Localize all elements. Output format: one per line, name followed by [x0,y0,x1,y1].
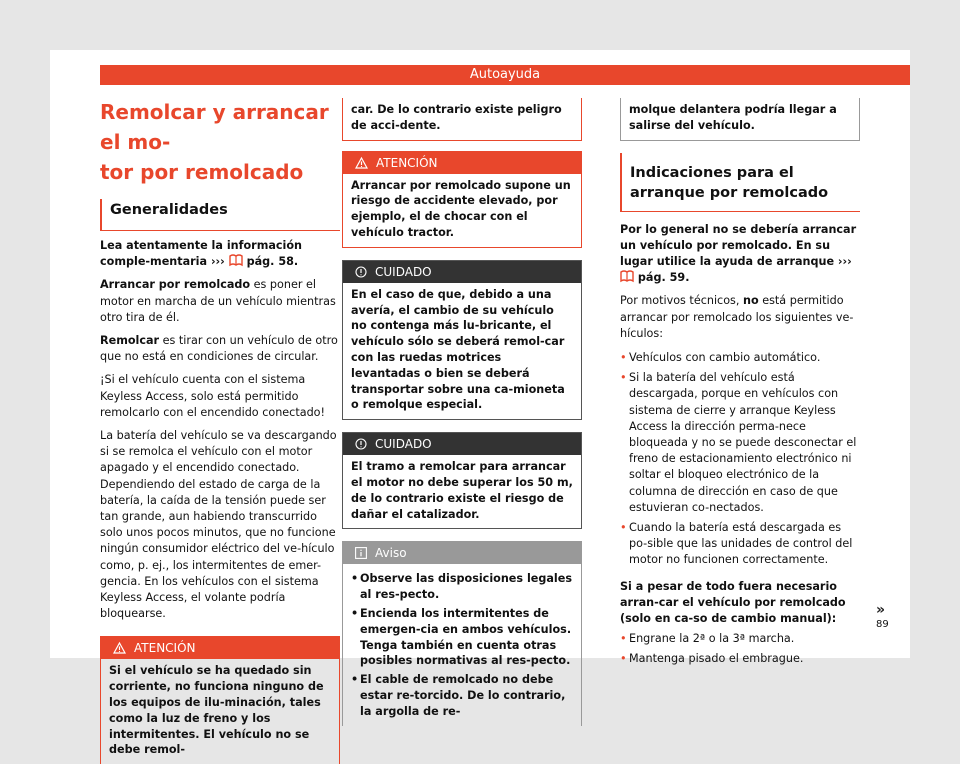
note-body [343,564,581,725]
warning-triangle-icon [355,157,368,169]
caution-label: CUIDADO [375,264,432,279]
intro-paragraph: Por lo general no se debería arrancar un vehículo por remolcado. En su lugar utilice la ayuda de arranque ››› pág. 59. [620,222,857,285]
list-item: • Engrane la 2ª o la 3ª marcha. [620,631,860,647]
list-item: • Vehículos con cambio automático. [620,350,860,366]
note-header [343,542,581,564]
text-part: está permitido arrancar por remolcado los siguientes ve-hículos: [620,294,854,340]
list-item: • Mantenga pisado el embrague. [620,651,860,667]
list-item: • Cuando la batería está descargada es po-sible que las unidades de control del motor no funcionen correctamente. [620,520,860,569]
intro-paragraph: Lea atentamente la información comple-mentaria ››› pág. 58. [100,239,303,269]
caution-label: CUIDADO [375,437,432,452]
continued-marker: » [876,602,886,618]
page-reference-link[interactable]: pág. 59 [637,271,686,285]
note-item: • El cable de remolcado no debe estar re-torcido. De lo contrario, la argolla de re- [351,672,573,719]
warning-box-2 [342,151,582,248]
paragraph-arrancar [100,277,340,326]
column-2 [342,95,582,726]
title-line-2: tor por remolcado [100,160,304,184]
page-reference-link[interactable]: pág. 58 [246,255,294,269]
list-item: • Si la batería del vehículo está descargada, porque en vehículos con sistema de cierre y arranque Keyless Access la dirección perma-nece bloqueada y no se puede desconectar el freno de estacionamiento electrónico ni soltar el bloqueo electrónico de la columna de dirección en caso de que estuvieran co-nectados. [620,370,860,516]
warning-label: ATENCIÓN [134,641,196,656]
note-box-continued: molque delantera podría llegar a salirse del vehículo. [620,98,860,141]
page-title [100,97,340,187]
book-icon [229,254,243,266]
term-remolcar: Remolcar [100,334,160,348]
caution-box-2 [342,432,582,529]
text-remolcar: es tirar con un vehículo de otro que no está en condiciones de circular. [100,334,338,364]
column-3 [620,95,860,668]
paragraph-battery: La batería del vehículo se va descargando si se remolca el vehículo con el motor apagado y el encendido conectado. Dependiendo del estado de carga de la batería, la caída de la tensión puede ser tan grande, aun habiendo transcurrido solo unos pocos minutos, que no funcione ningún consumidor eléctrico del ve-hículo como, p. ej., los intermitentes de emer-gencia. En los vehículos con el sistema Keyless Access, el volante podría bloquearse. [100,429,337,621]
warning-box-1 [100,636,340,764]
intro-text: Por lo general no se debería arrancar un vehículo por remolcado. En su lugar utilice la ayuda de arranque ››› [620,222,857,268]
text-no: no [743,294,759,308]
caution-box-1 [342,260,582,420]
title-line-1: Remolcar y arrancar el mo- [100,100,329,154]
note-box [342,541,582,725]
intro-text: Lea atentamente la información comple-mentaria ››› [100,239,303,269]
warning-label: ATENCIÓN [376,155,438,170]
info-icon [355,547,367,559]
text-arrancar: es poner el motor en marcha de un vehículo mientras otro tira de él. [100,278,336,324]
book-icon [620,270,634,282]
warning-triangle-icon [113,642,126,654]
warning-header [101,637,339,659]
caution-circle-icon [355,266,367,278]
term-arrancar: Arrancar por remolcado [100,278,251,292]
note-item: • Encienda los intermitentes de emergen-cia en ambos vehículos. Tenga también en cuenta otras posibles normativas al res-pecto. [351,606,573,669]
warning-text: Arrancar por remolcado supone un riesgo de accidente elevado, por ejemplo, el de chocar con el vehículo tractor. [351,178,571,239]
caution-header [343,261,581,283]
caution-header [343,433,581,455]
page-number: 89 [876,619,889,630]
section-header: Autoayuda [100,65,910,85]
page [50,50,910,757]
caution-circle-icon [355,438,367,450]
column-1 [100,95,340,764]
subtitle: Generalidades [100,199,340,231]
note-label: Aviso [375,546,407,561]
warning-header [343,152,581,174]
warning-box-1-continued: car. De lo contrario existe peligro de acci-dente. [342,98,582,141]
paragraph-technical [620,293,860,342]
paragraph-keyless: ¡Si el vehículo cuenta con el sistema Keyless Access, solo está permitido remolcarlo con el encendido conectado! [100,373,325,419]
warning-text: Si el vehículo se ha quedado sin corriente, no funciona ninguno de los equipos de ilu-minación, tales como la luz de freno y los intermitentes. El vehículo no se debe remol- [109,664,324,757]
section-heading: Indicaciones para el arranque por remolcado [620,153,860,212]
paragraph-manual: Si a pesar de todo fuera necesario arran-car el vehículo por remolcado (solo en ca-so de cambio manual): [620,579,846,626]
text-part: Por motivos técnicos, [620,294,743,308]
paragraph-remolcar [100,333,340,365]
note-item: • Observe las disposiciones legales al res-pecto. [351,571,573,603]
caution-text: En el caso de que, debido a una avería, el cambio de su vehículo no contenga más lu-bricante, el vehículo sólo se deberá remol-car con las ruedas motrices levantadas o bien se deberá transportar sobre una ca-mioneta o remolque especial. [351,287,565,412]
caution-text: El tramo a remolcar para arrancar el motor no debe superar los 50 m, de lo contrario existe el riesgo de dañar el catalizador. [351,460,573,521]
